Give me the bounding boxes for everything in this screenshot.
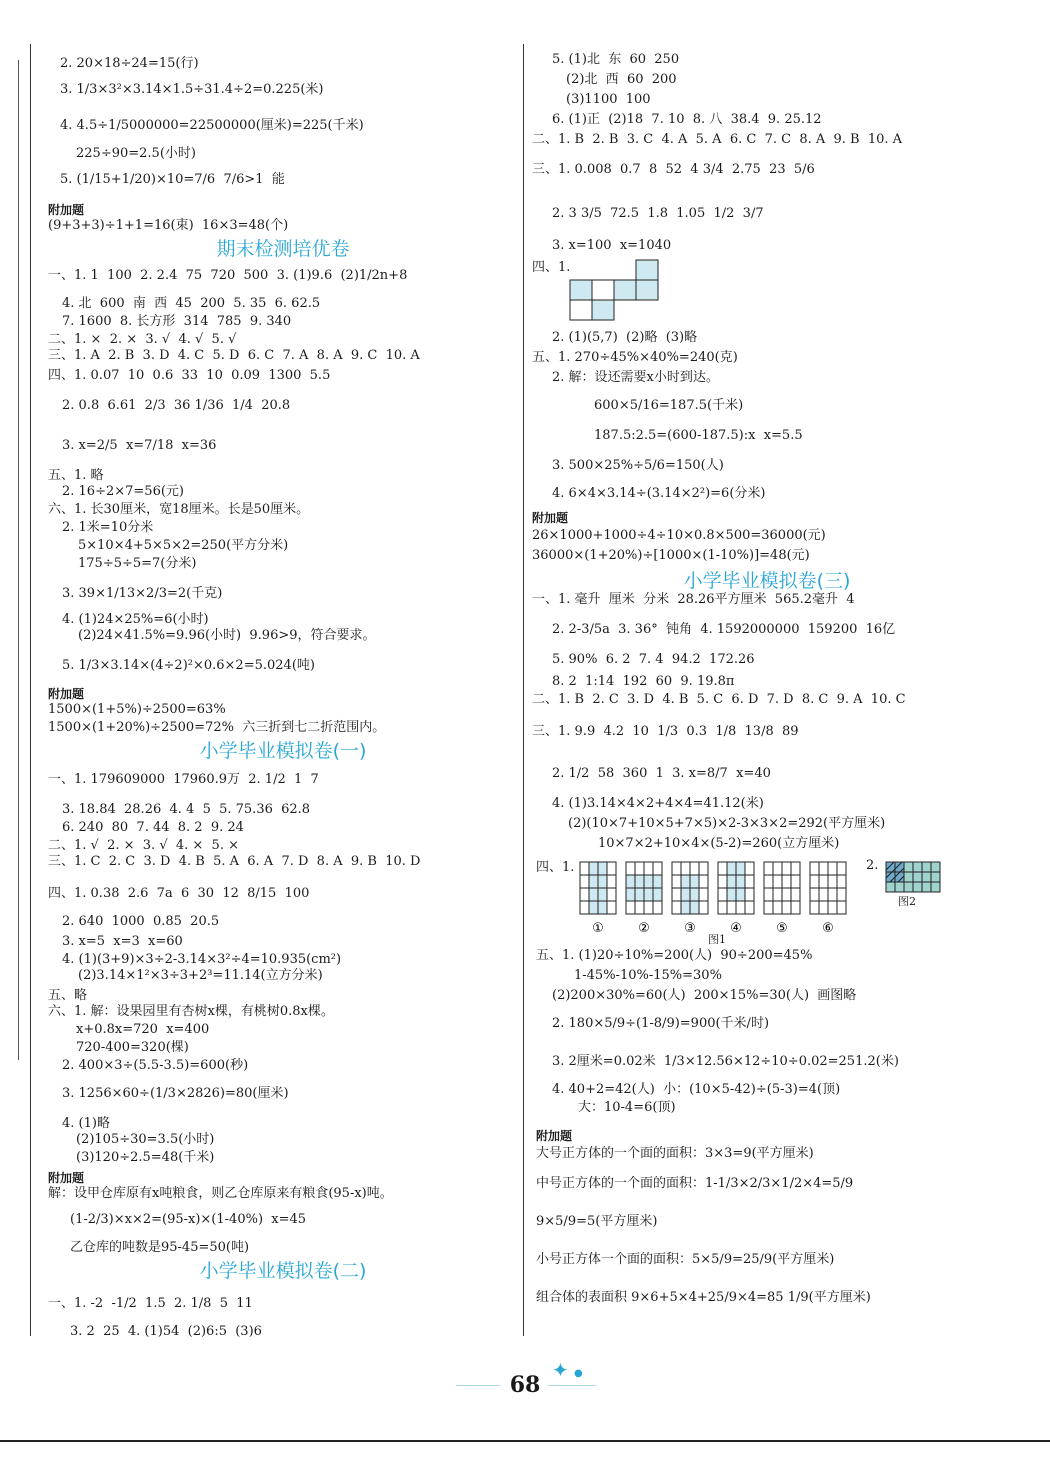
answer-line: 36000×(1+20%)÷[1000×(1-10%)]=48(元) — [532, 548, 810, 563]
answer-line: 六、1. 长30厘米，宽18厘米。长是50厘米。 — [48, 502, 310, 517]
net-square — [570, 280, 592, 300]
answer-line: (9+3+3)÷1+1=16(束) 16×3=48(个) — [48, 218, 289, 233]
answer-line: 二、1. B 2. C 3. D 4. B 5. C 6. D 7. D 8. C 9. A 10. C — [532, 692, 906, 707]
answer-line: 1-45%-10%-15%=30% — [574, 968, 722, 983]
grid-option-1 — [580, 862, 616, 914]
answer-line: 四、1. 0.38 2.6 7a 6 30 12 8/15 100 — [48, 886, 310, 901]
answer-line: 4. 4.5÷1/5000000=22500000(厘米)=225(千米) — [60, 118, 364, 133]
answer-line: (2)3.14×1²×3÷3+2³=11.14(立方分米) — [78, 968, 323, 983]
answer-line: 6. 240 80 7. 44 8. 2 9. 24 — [62, 820, 244, 835]
answer-line: 2. — [866, 858, 879, 873]
answer-line: (3)120÷2.5=48(千米) — [76, 1150, 215, 1165]
answer-line: 3. x=5 x=3 x=60 — [62, 934, 183, 949]
figure-caption-2: 图2 — [898, 895, 916, 908]
answer-line: 8. 2 1:14 192 60 9. 19.8π — [552, 674, 735, 689]
answer-line: 7. 1600 8. 长方形 314 785 9. 340 — [62, 314, 292, 329]
answer-line: 大：10-4=6(顶) — [578, 1100, 676, 1115]
answer-line: 5. 90% 6. 2 7. 4 94.2 172.26 — [552, 652, 755, 667]
answer-line: 3. 1256×60÷(1/3×2826)=80(厘米) — [62, 1086, 289, 1101]
answer-line: 2. 20×18÷24=15(行) — [60, 56, 199, 71]
section-title-final: 期末检测培优卷 — [216, 238, 350, 260]
bonus-heading: 附加题 — [536, 1129, 573, 1143]
answer-line: 三、1. A 2. B 3. D 4. C 5. D 6. C 7. A 8. A 9. C 10. A — [48, 348, 420, 363]
grid-option-2 — [626, 862, 662, 914]
answer-line: 一、1. 毫升 厘米 分米 28.26平方厘米 565.2毫升 4 — [532, 592, 855, 607]
answer-line: (2)24×41.5%=9.96(小时) 9.96>9，符合要求。 — [78, 628, 376, 643]
answer-line: 2. 解：设还需要x小时到达。 — [552, 370, 719, 385]
answer-line: (2)200×30%=60(人) 200×15%=30(人) 画图略 — [552, 988, 857, 1003]
answer-line: 3. x=100 x=1040 — [552, 238, 672, 253]
net-square — [636, 280, 658, 300]
net-square — [614, 280, 636, 300]
bonus-heading: 附加题 — [48, 1171, 85, 1185]
answer-line: 2. 3 3/5 72.5 1.8 1.05 1/2 3/7 — [552, 206, 764, 221]
answer-line: 二、1. B 2. B 3. C 4. A 5. A 6. C 7. C 8. A 9. B 10. A — [532, 132, 903, 147]
answer-line: 225÷90=2.5(小时) — [76, 146, 196, 161]
answer-line: 中号正方体的一个面的面积：1-1/3×2/3×1/2×4=5/9 — [536, 1176, 854, 1191]
bonus-heading: 附加题 — [48, 203, 85, 217]
answer-line: 三、1. C 2. C 3. D 4. B 5. A 6. A 7. D 8. A 9. B 10. D — [48, 854, 421, 869]
option-label: ⑤ — [776, 921, 788, 936]
answer-line: (1-2/3)×x×2=(95-x)×(1-40%) x=45 — [70, 1212, 307, 1227]
answer-line: 187.5:2.5=(600-187.5):x x=5.5 — [594, 428, 803, 443]
answer-line: 6. (1)正 (2)18 7. 10 8. 八 38.4 9. 25.12 — [552, 112, 822, 127]
grid-figure-2 — [884, 860, 944, 896]
answer-line: 解：设甲仓库原有x吨粮食，则乙仓库原来有粮食(95-x)吨。 — [48, 1186, 393, 1201]
answer-line: 3. 2厘米=0.02米 1/3×12.56×12÷10÷0.02=251.2(米) — [552, 1054, 899, 1069]
answer-line: 1500×(1+20%)÷2500=72% 六三折到七二折范围内。 — [48, 720, 386, 735]
answer-line: 组合体的表面积 9×6+5×4+25/9×4=85 1/9(平方厘米) — [536, 1290, 871, 1305]
answer-line: 2. 400×3÷(5.5-3.5)=600(秒) — [62, 1058, 249, 1073]
dot-icon: ● — [574, 1368, 583, 1379]
answer-line: 3. 39×1/13×2/3=2(千克) — [62, 586, 223, 601]
grid-option-5 — [764, 862, 800, 914]
answer-line: 三、1. 0.008 0.7 8 52 4 3/4 2.75 23 5/6 — [532, 162, 815, 177]
answer-line: 2. 180×5/9÷(1-8/9)=900(千米/时) — [552, 1016, 770, 1031]
answer-line: 720-400=320(棵) — [76, 1040, 189, 1055]
answer-line: 小号正方体一个面的面积：5×5/9=25/9(平方厘米) — [536, 1252, 835, 1267]
answer-line: 5×10×4+5×5×2=250(平方分米) — [78, 538, 289, 553]
answer-line: 4. 6×4×3.14÷(3.14×2²)=6(分米) — [552, 486, 766, 501]
grid-option-6 — [810, 862, 846, 914]
answer-line: 2. 2-3/5a 3. 36° 钝角 4. 1592000000 159200 16亿 — [552, 622, 896, 637]
option-label: ② — [638, 921, 650, 936]
net-square — [592, 300, 614, 320]
answer-line: 2. 0.8 6.61 2/3 36 1/36 1/4 20.8 — [62, 398, 291, 413]
answer-line: 一、1. 1 100 2. 2.4 75 720 500 3. (1)9.6 (2)1/2n+8 — [48, 268, 408, 283]
right-column — [532, 40, 1022, 1340]
answer-line: 3. x=2/5 x=7/18 x=36 — [62, 438, 217, 453]
answer-line: 10×7×2+10×4×(5-2)=260(立方厘米) — [598, 836, 840, 851]
answer-line: 175÷5÷5=7(分米) — [78, 556, 197, 571]
section-title-mock1: 小学毕业模拟卷(一) — [199, 740, 367, 762]
figure-caption-1: 图1 — [708, 933, 726, 946]
answer-line: 四、1. 0.07 10 0.6 33 10 0.09 1300 5.5 — [48, 368, 331, 383]
bonus-heading: 附加题 — [48, 687, 85, 701]
bonus-heading: 附加题 — [532, 511, 569, 525]
answer-line: (2)北 西 60 200 — [566, 72, 677, 87]
section-title-mock3: 小学毕业模拟卷(三) — [683, 570, 851, 592]
option-label: ① — [592, 921, 604, 936]
answer-line: 五、略 — [48, 988, 88, 1003]
answer-line: 2. 16÷2×7=56(元) — [62, 484, 184, 499]
answer-line: 六、1. 解：设果园里有杏树x棵，有桃树0.8x棵。 — [48, 1004, 334, 1019]
option-label: ③ — [684, 921, 696, 936]
answer-line: 3. 500×25%÷5/6=150(人) — [552, 458, 724, 473]
answer-line: 4. (1)3.14×4×2+4×4=41.12(米) — [552, 796, 764, 811]
answer-line: 26×1000+1000÷4÷10×0.8×500=36000(元) — [532, 528, 826, 543]
net-square — [570, 300, 592, 320]
page-number: 68 — [509, 1372, 541, 1398]
answer-line: 2. 1米=10分米 — [62, 520, 154, 535]
option-label: ④ — [730, 921, 742, 936]
answer-line: 1500×(1+5%)÷2500=63% — [48, 702, 226, 717]
answer-line: 二、1. √ 2. × 3. √ 4. × 5. × — [48, 838, 239, 853]
answer-line: 二、1. × 2. × 3. √ 4. √ 5. √ — [48, 332, 237, 347]
left-column — [48, 40, 538, 1340]
answer-line: 2. (1)(5,7) (2)略 (3)略 — [552, 330, 698, 345]
answer-line: 4. (1)24×25%=6(小时) — [62, 612, 209, 627]
cube-net-figure — [568, 258, 668, 326]
answer-line: 600×5/16=187.5(千米) — [594, 398, 744, 413]
answer-line: 4. (1)(3+9)×3÷2-3.14×3²÷4=10.935(cm²) — [62, 952, 342, 967]
answer-line: x+0.8x=720 x=400 — [76, 1022, 210, 1037]
answer-line: 3. 18.84 28.26 4. 4 5 5. 75.36 62.8 — [62, 802, 311, 817]
net-square — [636, 260, 658, 280]
left-edge-line — [18, 60, 19, 1060]
grid-option-4 — [718, 862, 754, 914]
answer-line: 五、1. 略 — [48, 468, 104, 483]
answer-line: 五、1. (1)20÷10%=200(人) 90÷200=45% — [536, 948, 813, 963]
grid-option-3 — [672, 862, 708, 914]
bottom-rule — [0, 1440, 1050, 1442]
answer-line: 3. 2 25 4. (1)54 (2)6:5 (3)6 — [70, 1324, 262, 1339]
answer-line: 四、1. — [532, 260, 571, 275]
answer-line: 5. (1/15+1/20)×10=7/6 7/6>1 能 — [60, 172, 285, 187]
star-icon: ✦ — [552, 1358, 569, 1382]
answer-line: 四、1. — [536, 860, 575, 875]
answer-line: 5. 1/3×3.14×(4÷2)²×0.6×2=5.024(吨) — [62, 658, 315, 673]
answer-line: 4. (1)略 — [62, 1116, 110, 1131]
answer-line: 五、1. 270÷45%×40%=240(克) — [532, 350, 738, 365]
answer-line: 5. (1)北 东 60 250 — [552, 52, 680, 67]
answer-line: (3)1100 100 — [566, 92, 651, 107]
answer-line: 4. 40+2=42(人) 小：(10×5-42)÷(5-3)=4(顶) — [552, 1082, 841, 1097]
answer-line: 2. 1/2 58 360 1 3. x=8/7 x=40 — [552, 766, 771, 781]
option-label: ⑥ — [822, 921, 834, 936]
answer-line: 一、1. 179609000 17960.9万 2. 1/2 1 7 — [48, 772, 319, 787]
answer-line: 三、1. 9.9 4.2 10 1/3 0.3 1/8 13/8 89 — [532, 724, 799, 739]
answer-line: (2)(10×7+10×5+7×5)×2-3×3×2=292(平方厘米) — [568, 816, 886, 831]
answer-line: 大号正方体的一个面的面积：3×3=9(平方厘米) — [536, 1146, 814, 1161]
left-margin-line — [30, 44, 31, 1336]
answer-line: 一、1. -2 -1/2 1.5 2. 1/8 5 11 — [48, 1296, 253, 1311]
answer-line: 9×5/9=5(平方厘米) — [536, 1214, 658, 1229]
answer-line: 3. 1/3×3²×3.14×1.5÷31.4÷2=0.225(米) — [60, 82, 324, 97]
grid-figure-1 — [578, 860, 868, 942]
answer-line: 4. 北 600 南 西 45 200 5. 35 6. 62.5 — [62, 296, 321, 311]
answer-line: 乙仓库的吨数是95-45=50(吨) — [70, 1240, 250, 1255]
net-square — [592, 280, 614, 300]
section-title-mock2: 小学毕业模拟卷(二) — [199, 1260, 367, 1282]
answer-line: 2. 640 1000 0.85 20.5 — [62, 914, 220, 929]
answer-line: (2)105÷30=3.5(小时) — [76, 1132, 215, 1147]
